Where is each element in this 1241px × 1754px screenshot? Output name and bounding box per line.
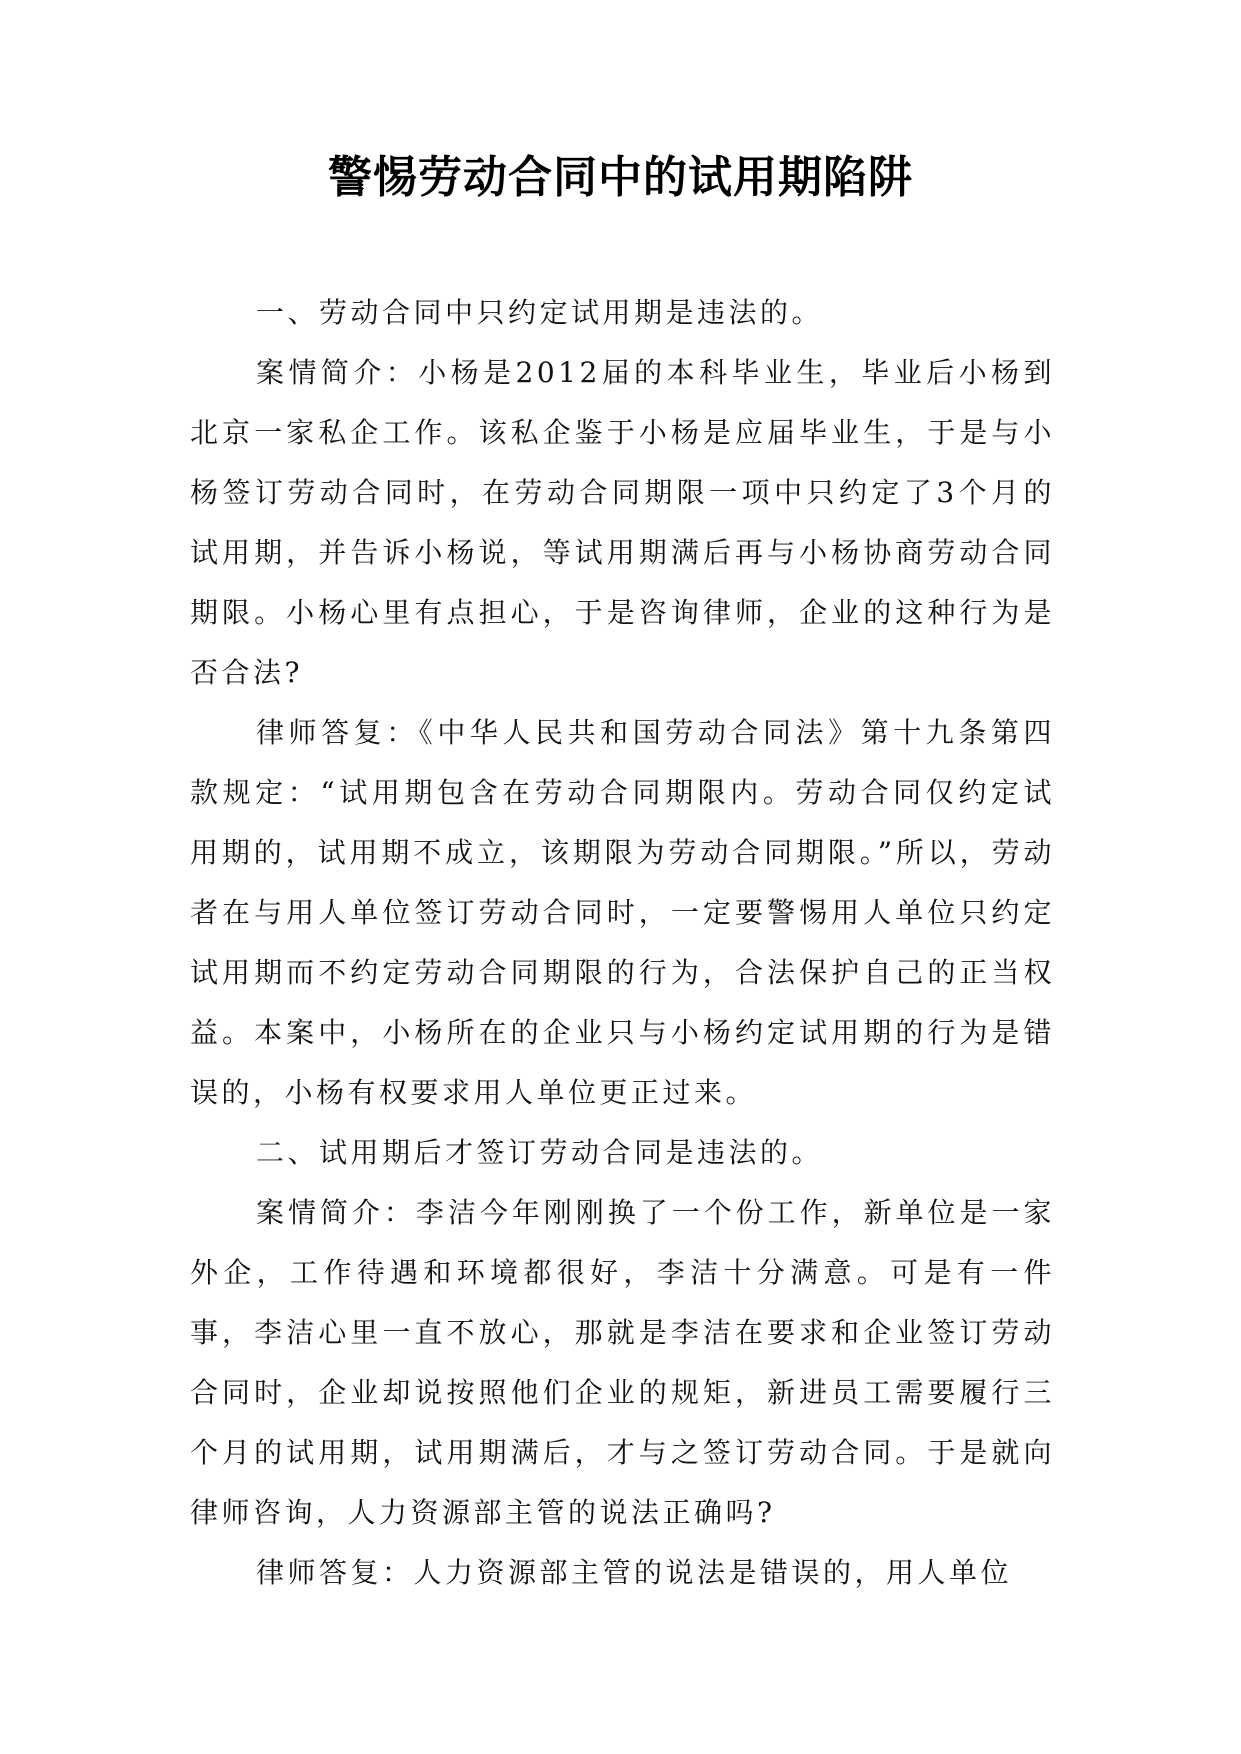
- lawyer-answer-2: 律师答复：人力资源部主管的说法是错误的，用人单位: [256, 1556, 1013, 1589]
- case-summary-1: 案情简介：小杨是2012届的本科毕业生，毕业后小杨到北京一家私企工作。该私企鉴于小杨是应届毕业生，于是与小杨签订劳动合同时，在劳动合同期限一项中只约定了3个月的试用期，并告诉小杨说，等试用期满后再与小杨协商劳动合同期限。小杨心里有点担心，于是咨询律师，企业的这种行为是否合法?: [190, 356, 1055, 689]
- case-summary-2: 案情简介：李洁今年刚刚换了一个份工作，新单位是一家外企，工作待遇和环境都很好，李洁十分满意。可是有一件事，李洁心里一直不放心，那就是李洁在要求和企业签订劳动合同时，企业却说按照他们企业的规矩，新进员工需要履行三个月的试用期，试用期满后，才与之签订劳动合同。于是就向律师咨询，人力资源部主管的说法正确吗?: [190, 1196, 1055, 1529]
- section-heading-2: 二、试用期后才签订劳动合同是违法的。: [256, 1136, 824, 1169]
- section-heading-1: 一、劳动合同中只约定试用期是违法的。: [256, 296, 824, 329]
- lawyer-answer-1: 律师答复：《中华人民共和国劳动合同法》第十九条第四款规定：“试用期包含在劳动合同期限内。劳动合同仅约定试用期的，试用期不成立，该期限为劳动合同期限。”所以，劳动者在与用人单位签订劳动合同时，一定要警惕用人单位只约定试用期而不约定劳动合同期限的行为，合法保护自己的正当权益。本案中，小杨所在的企业只与小杨约定试用期的行为是错误的，小杨有权要求用人单位更正过来。: [190, 716, 1055, 1109]
- document-body: [190, 283, 1055, 1603]
- document-title: 警惕劳动合同中的试用期陷阱: [328, 152, 913, 203]
